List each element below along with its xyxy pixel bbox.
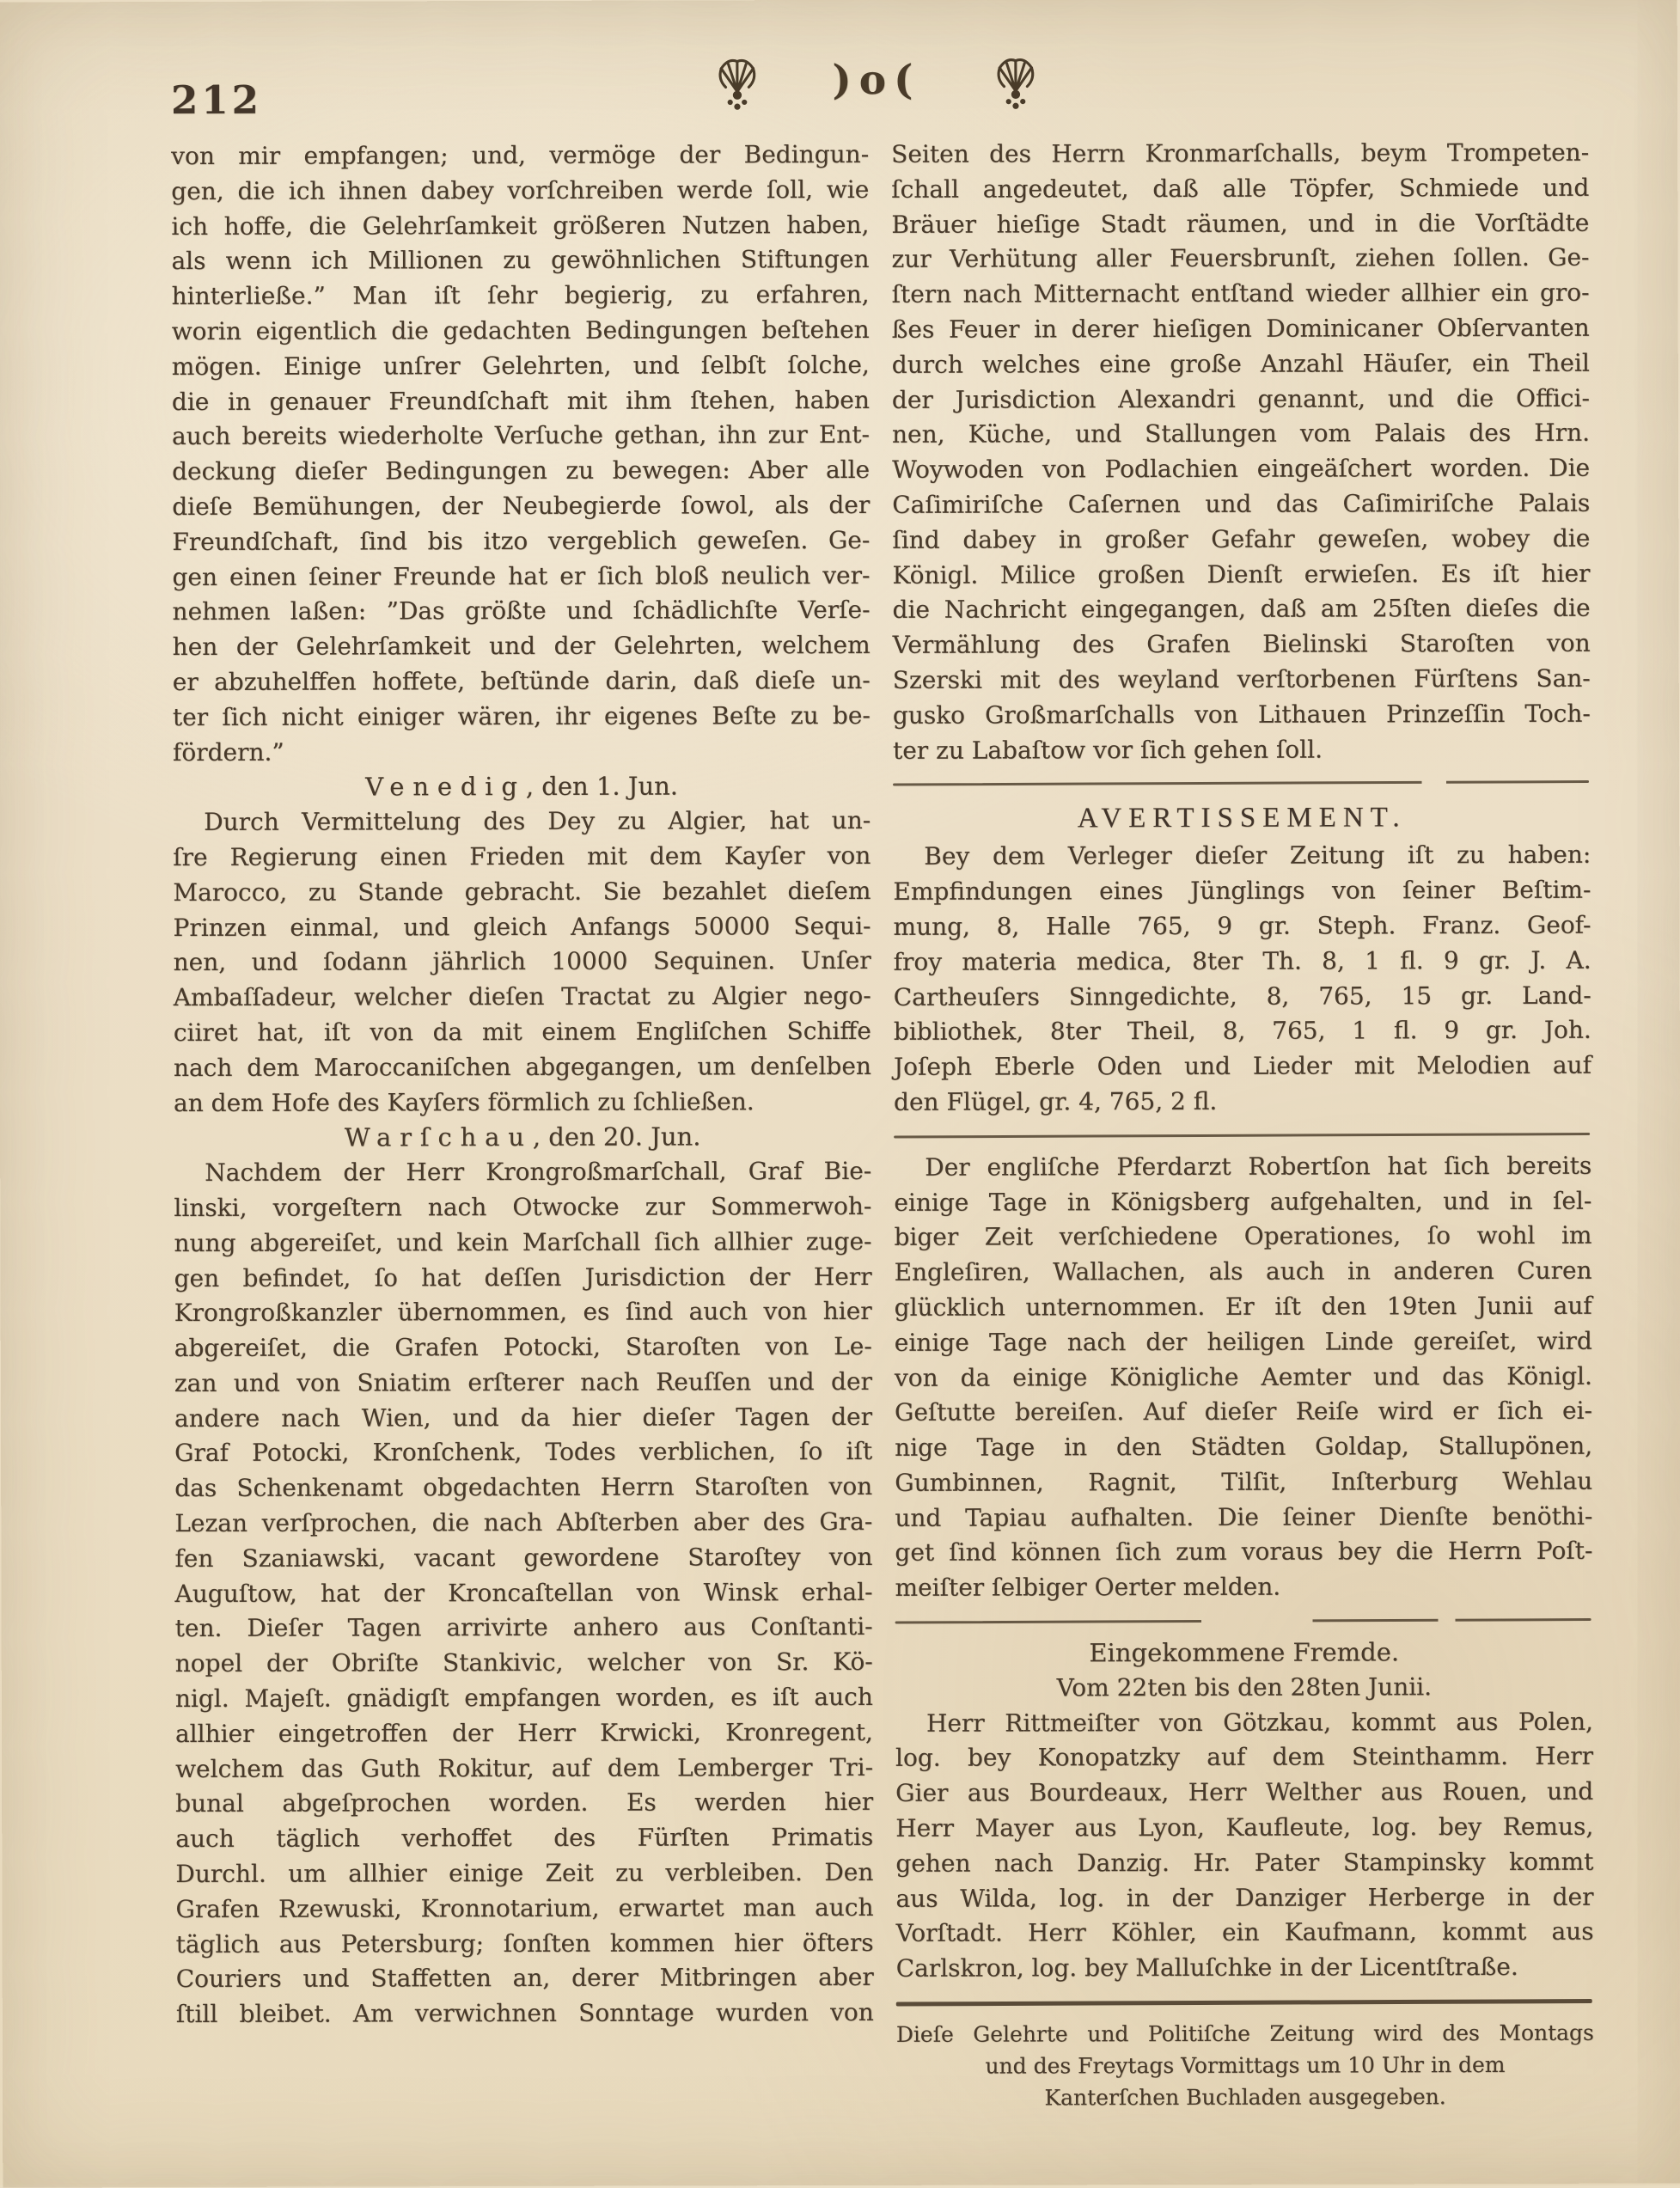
imprint-line: Dieſe Gelehrte und Politiſche Zeitung wird des Montags	[895, 2020, 1594, 2047]
text-line: das Schenkenamt obgedachten Herrn Staroſten von	[174, 1472, 873, 1503]
dateline-heading	[173, 768, 871, 805]
paragraph	[174, 1154, 874, 2032]
text-line: hen der Gelehrſamkeit und der Gelehrten, welchem	[172, 631, 871, 662]
text-line: mögen. Einige unſrer Gelehrten, und ſelbſt ſolche,	[171, 350, 870, 381]
avertissement-heading: AVERTISSEMENT.	[1077, 802, 1407, 834]
text-line: Woywoden von Podlachien eingeäſchert worden. Die	[892, 453, 1591, 485]
text-line: Gumbinnen, Ragnit, Tilſit, Inſterburg Wehlau	[895, 1466, 1593, 1497]
text-line: nehmen laßen: ”Das größte und ſchädlichſte Verſe-	[172, 596, 871, 626]
text-line: Graf Potocki, Kronſchenk, Todes verblichen, ſo iſt	[174, 1437, 873, 1468]
text-line: Durchl. um allhier einige Zeit zu verbleiben. Den	[175, 1857, 874, 1889]
text-line: nung abgereiſet, und kein Marſchall ſich allhier zuge-	[174, 1226, 872, 1257]
section-subheading: Vom 22ten bis den 28ten Junii.	[1056, 1672, 1433, 1702]
text-line: allhier eingetroffen der Herr Krwicki, Kronregent,	[174, 1717, 873, 1748]
text-line: nach dem Maroccaniſchen abgegangen, um denſelben	[173, 1051, 871, 1082]
section-rule	[893, 780, 1589, 786]
text-line: auch bereits wiederholte Verſuche gethan, ihn zur Ent-	[171, 420, 871, 451]
page-number: 212	[170, 76, 262, 124]
imprint-line: und des Freytags Vormittags um 10 Uhr in dem	[985, 2051, 1506, 2079]
text-line: mung, 8, Halle 765, 9 gr. Steph. Franz. Geof-	[893, 910, 1591, 941]
text-line: Lezan verſprochen, die nach Abſterben aber des Gra-	[174, 1507, 873, 1538]
text-line: ſchall angedeutet, daß alle Töpfer, Schmiede und	[891, 173, 1590, 204]
text-line: Empfindungen eines Jünglings von ſeiner Beſtim-	[893, 875, 1591, 906]
text-line: von mir empfangen; und, vermöge der Bedingun-	[171, 139, 870, 171]
text-line: täglich aus Petersburg; ſonſten kommen hier öfters	[175, 1928, 874, 1959]
text-line: deckung dieſer Bedingungen zu bewegen: Aber alle	[172, 455, 871, 486]
dateline-heading	[174, 1119, 871, 1156]
text-line: Freundſchaft, ſind bis itzo vergeblich geweſen. Ge-	[172, 525, 871, 556]
text-line: auch täglich verhoffet des Fürſten Primatis	[175, 1823, 874, 1854]
text-line: glücklich unternommen. Er iſt den 19ten Junii auf	[894, 1291, 1592, 1322]
text-line: ſtern nach Mitternacht entſtand wieder allhier ein gro-	[891, 278, 1590, 309]
text-line: get ſind können ſich zum voraus bey die Herrn Poſt-	[895, 1537, 1593, 1568]
text-line: Couriers und Staffetten an, derer Mitbringen aber	[175, 1963, 874, 1994]
text-line: Prinzen einmal, und gleich Anfangs 50000 Sequi-	[173, 911, 871, 942]
shell-ornament-icon	[991, 55, 1041, 110]
text-line: hinterließe.” Man iſt ſehr begierig, zu erfahren,	[171, 280, 870, 311]
imprint-note	[896, 2016, 1594, 2113]
text-line: Szerski mit des weyland verſtorbenen Fürſtens San-	[892, 663, 1591, 694]
text-line: biger Zeit verſchiedene Operationes, ſo wohl im	[894, 1221, 1592, 1252]
text-line: Seiten des Herrn Kronmarſchalls, beym Trompeten-	[891, 138, 1590, 168]
text-line: Cartheuſers Sinngedichte, 8, 765, 15 gr. Land-	[893, 981, 1591, 1011]
text-line: der Jurisdiction Alexandri genannt, und die Offici-	[891, 383, 1590, 414]
text-line: Königl. Milice großen Dienſt erwieſen. Es iſt hier	[892, 559, 1591, 590]
text-line: gen, die ich ihnen dabey vorſchreiben werde ſoll, wie	[171, 174, 870, 205]
dateline-date: , den 20. Jun.	[532, 1122, 701, 1152]
text-line: an dem Hofe des Kayſers förmlich zu ſchließen.	[173, 1086, 754, 1117]
text-line: nigl. Majeſt. gnädigſt empfangen worden, es iſt auch	[174, 1682, 873, 1714]
text-line: Nachdem der Herr Krongroßmarſchall, Graf Bie-	[205, 1157, 872, 1188]
text-line: fördern.”	[172, 737, 284, 767]
text-line: froy materia medica, 8ter Th. 8, 1 fl. 9 gr. J. A.	[893, 945, 1591, 976]
parentheses-ornament-icon: )o(	[832, 56, 921, 104]
text-line: bunal abgeſprochen worden. Es werden hier	[175, 1788, 874, 1818]
header-ornaments	[712, 44, 1041, 122]
text-line: die Nachricht eingegangen, daß am 25ſten dieſes die	[892, 594, 1591, 625]
text-line: Joſeph Eberle Oden und Lieder mit Melodien auf	[893, 1050, 1591, 1081]
section-rule	[896, 1999, 1592, 2006]
text-line: Grafen Rzewuski, Kronnotarium, erwartet man auch	[175, 1892, 874, 1923]
text-line: er abzuhelffen hoffete, beſtünde darin, daß dieſe un-	[172, 665, 871, 696]
text-line: ten. Dieſer Tagen arrivirte anhero aus Conſtanti-	[174, 1612, 873, 1643]
text-line: als wenn ich Millionen zu gewöhnlichen Stiftungen	[171, 245, 870, 276]
paragraph	[891, 136, 1591, 768]
text-line: ich hoffe, die Gelehrſamkeit größeren Nutzen haben,	[171, 210, 870, 241]
text-line: einige Tage nach der heiligen Linde gereiſet, wird	[894, 1326, 1592, 1357]
text-line: von da einige Königliche Aemter und das Königl.	[894, 1361, 1592, 1392]
text-line: Carlskron, log. bey Malluſchke in der Licentſtraße.	[895, 1953, 1518, 1983]
section-rule	[894, 1133, 1590, 1139]
imprint-line: Kanterſchen Buchladen ausgegeben.	[1044, 2083, 1446, 2110]
paragraph	[895, 1704, 1594, 1986]
text-line: linski, vorgeſtern nach Otwocke zur Sommerwoh-	[174, 1191, 872, 1222]
text-line: nen, Küche, und Stallungen vom Palais des Hrn.	[891, 419, 1591, 449]
text-line: aus Wilda, log. in der Danziger Herberge in der	[895, 1882, 1594, 1913]
dateline-date: , den 1. Jun.	[525, 771, 679, 802]
text-line: einige Tage in Königsberg aufgehalten, und in ſel-	[894, 1186, 1592, 1217]
text-line: nen, und ſodann jährlich 10000 Sequinen. Unſer	[173, 946, 871, 977]
text-line: Geſtutte bereiſen. Auf dieſer Reiſe wird er ſich ei-	[894, 1397, 1593, 1427]
text-line: ßes Feuer in derer hieſigen Dominicaner Obſervanten	[891, 313, 1590, 344]
text-line: log. bey Konopatzky auf dem Steinthamm. Herr	[895, 1742, 1594, 1773]
text-line: Engleſiren, Wallachen, als auch in anderen Curen	[894, 1256, 1592, 1287]
text-line: zan und von Sniatim erſterer nach Reuſſen und der	[174, 1366, 872, 1397]
text-line: ter ſich nicht einiger wären, ihr eigenes Beſte zu be-	[172, 700, 871, 731]
text-line: abgereiſet, die Grafen Potocki, Staroſten von Le-	[174, 1331, 872, 1363]
text-line: ciiret hat, iſt von da mit einem Engliſchen Schiffe	[173, 1016, 871, 1047]
text-line: nopel der Obriſte Stankivic, welcher von Sr. Kö-	[174, 1647, 873, 1678]
dateline-city: Venedig	[365, 772, 526, 802]
text-line: Marocco, zu Stande gebracht. Sie bezahlet dieſem	[173, 876, 871, 907]
section-rule	[895, 1618, 1591, 1624]
text-line: gen befindet, ſo hat deſſen Jurisdiction der Herr	[174, 1262, 872, 1293]
text-line: dieſe Bemühungen, der Neubegierde ſowol, als der	[172, 490, 871, 522]
text-line: gehen nach Danzig. Hr. Pater Stampinsky kommt	[895, 1847, 1594, 1878]
text-line: welchem das Guth Rokitur, auf dem Lemberger Tri-	[175, 1752, 874, 1783]
text-line: Vermählung des Grafen Bielinski Staroſten von	[892, 628, 1591, 659]
text-line: meiſter ſelbiger Oerter melden.	[895, 1572, 1281, 1603]
text-line: bibliothek, 8ter Theil, 8, 765, 1 fl. 9 gr. Joh.	[893, 1016, 1591, 1047]
text-line: ſtill bleibet. Am verwichnen Sonntage wurden von	[175, 1998, 874, 2029]
text-line: nige Tage in den Städten Goldap, Stallupönen,	[895, 1431, 1593, 1462]
paragraph	[893, 838, 1591, 1120]
text-line: zur Verhütung aller Feuersbrunſt, ziehen ſollen. Ge-	[891, 243, 1590, 274]
text-line: Ambaſſadeur, welcher dieſen Tractat zu Algier nego-	[173, 981, 871, 1012]
text-line: Bräuer hieſige Stadt räumen, und in die Vorſtädte	[891, 208, 1590, 239]
text-line: Durch Vermittelung des Dey zu Algier, hat un-	[204, 806, 871, 837]
text-line: Bey dem Verleger dieſer Zeitung iſt zu haben:	[924, 840, 1591, 871]
right-text-column	[891, 136, 1594, 2114]
text-line: Gier aus Bourdeaux, Herr Welther aus Rouen, und	[895, 1776, 1594, 1808]
paragraph	[894, 1148, 1592, 1605]
text-line: fen Szaniawski, vacant gewordene Staroſtey von	[174, 1542, 873, 1573]
text-line: gen einen ſeiner Freunde hat er ſich bloß neulich ver-	[172, 560, 871, 591]
text-line: worin eigentlich die gedachten Bedingungen beſtehen	[171, 315, 870, 346]
text-line: Caſimiriſche Caſernen und das Caſimiriſche Palais	[892, 488, 1591, 519]
text-line: durch welches eine große Anzahl Häuſer, ein Theil	[891, 348, 1590, 379]
text-line: und Tapiau aufhalten. Die ſeiner Dienſte benöthi-	[895, 1501, 1593, 1532]
text-line: Herr Mayer aus Lyon, Kaufleute, log. bey Remus,	[895, 1812, 1594, 1843]
section-heading: Eingekommene Fremde.	[1089, 1637, 1400, 1668]
text-line: ſre Regierung einen Frieden mit dem Kayſer von	[173, 840, 871, 871]
text-line: den Flügel, gr. 4, 765, 2 fl.	[893, 1086, 1218, 1116]
paragraph	[171, 138, 871, 770]
shell-ornament-icon	[712, 56, 762, 111]
text-line: Auguſtow, hat der Kroncaſtellan von Winsk erhal-	[174, 1577, 873, 1608]
text-line: ter zu Labaſtow vor ſich gehen ſoll.	[892, 735, 1323, 765]
text-line: Der engliſche Pferdarzt Robertſon hat ſich bereits	[925, 1151, 1592, 1182]
text-line: andere nach Wien, und da hier dieſer Tagen der	[174, 1402, 873, 1433]
text-line: Herr Rittmeiſter von Götzkau, kommt aus Polen,	[926, 1707, 1593, 1738]
dateline-city: Warſchau	[344, 1122, 533, 1152]
text-line: die in genauer Freundſchaft mit ihm ſtehen, haben	[171, 385, 870, 416]
text-line: gusko Großmarſchalls von Lithauen Prinzeſſin Toch-	[892, 699, 1591, 730]
text-line: Krongroßkanzler übernommen, es ſind auch von hier	[174, 1297, 872, 1328]
paragraph	[173, 804, 871, 1121]
left-text-column	[171, 138, 874, 2032]
text-line: ſind dabey in großer Gefahr geweſen, wobey die	[892, 523, 1591, 554]
text-line: Vorſtadt. Herr Köhler, ein Kaufmann, kommt aus	[895, 1917, 1594, 1948]
